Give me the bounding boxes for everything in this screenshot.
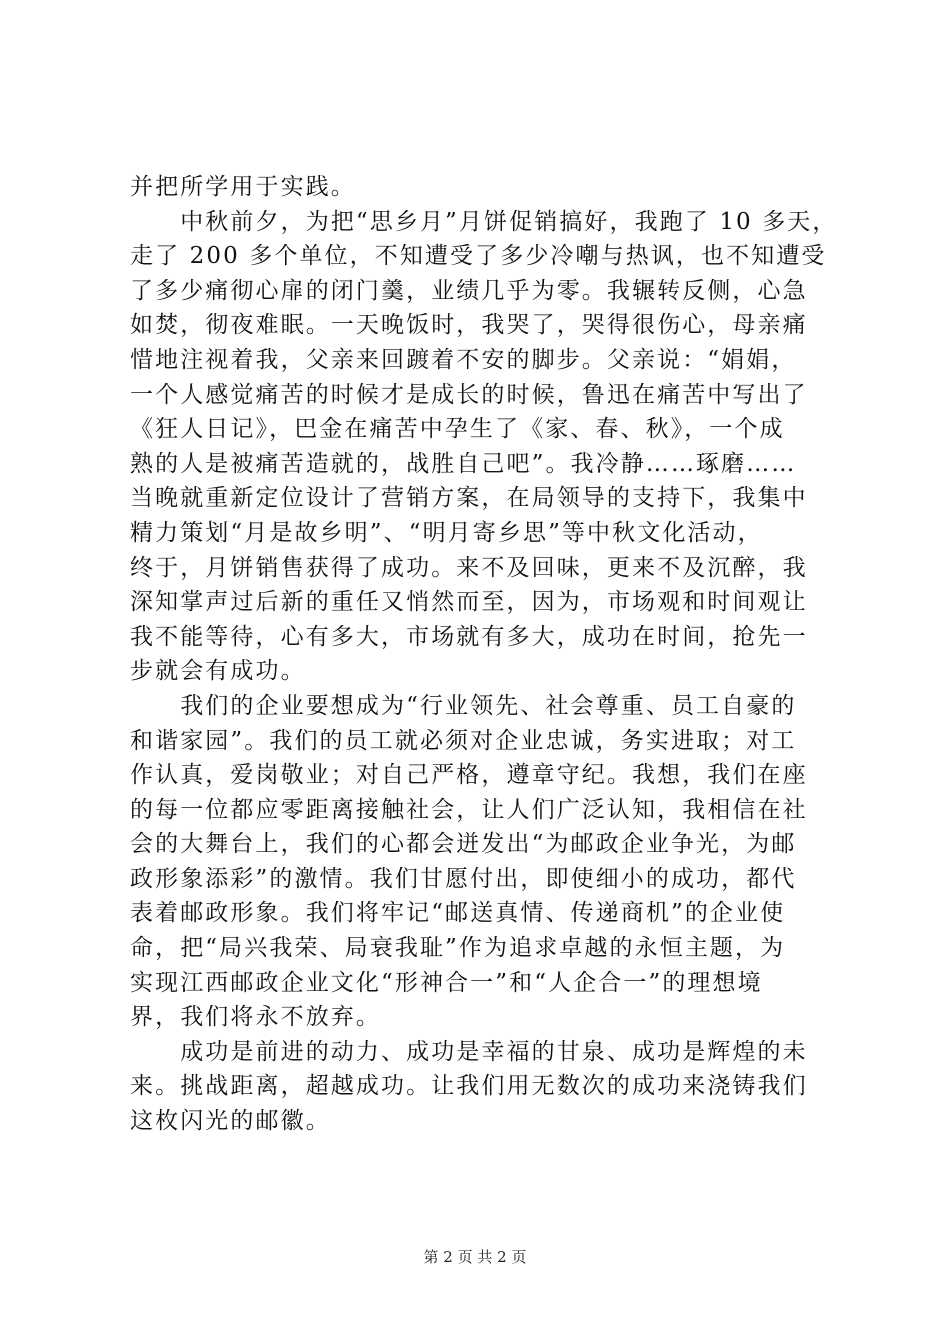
text-line: 命，把“局兴我荣、局衰我耻”作为追求卓越的永恒主题，为: [130, 935, 786, 962]
text-line: 当晚就重新定位设计了营销方案，在局领导的支持下，我集中: [130, 485, 808, 512]
text-line: 深知掌声过后新的重任又悄然而至，因为，市场观和时间观让: [130, 589, 808, 616]
text-line: 政形象添彩”的激情。我们甘愿付出，即使细小的成功，都代: [130, 865, 797, 892]
text-line: 和谐家园”。我们的员工就必须对企业忠诚，务实进取；对工: [130, 727, 797, 754]
text-line: 走了 200 多个单位，不知遭受了多少冷嘲与热讽，也不知遭受: [130, 243, 827, 270]
text-line: 会的大舞台上，我们的心都会迸发出“为邮政企业争光，为邮: [130, 831, 797, 858]
text-line: 作认真，爱岗敬业；对自己严格，遵章守纪。我想，我们在座: [130, 762, 808, 789]
text-line: 实现江西邮政企业文化“形神合一”和“人企合一”的理想境: [130, 969, 763, 996]
text-line: 熟的人是被痛苦造就的，战胜自己吧”。我冷静……琢磨……: [130, 450, 797, 477]
text-line: 了多少痛彻心扉的闭门羹，业绩几乎为零。我辗转反侧，心急: [130, 277, 808, 304]
text-line: 的每一位都应零距离接触社会，让人们广泛认知，我相信在社: [130, 796, 808, 823]
text-line: 《狂人日记》，巴金在痛苦中孕生了《家、春、秋》，一个成: [130, 416, 785, 443]
text-line: 我们的企业要想成为“行业领先、社会尊重、员工自豪的: [130, 692, 797, 719]
text-line: 惜地注视着我，父亲来回踱着不安的脚步。父亲说：“娟娟，: [130, 346, 797, 373]
text-line: 步就会有成功。: [130, 658, 306, 685]
text-line: 我不能等待，心有多大，市场就有多大，成功在时间，抢先一: [130, 623, 808, 650]
text-line: 来。挑战距离，超越成功。让我们用无数次的成功来浇铸我们: [130, 1073, 808, 1100]
document-body: [130, 170, 838, 1139]
text-line: 终于，月饼销售获得了成功。来不及回味，更来不及沉醉，我: [130, 554, 808, 581]
text-line: 一个人感觉痛苦的时候才是成长的时候，鲁迅在痛苦中写出了: [130, 381, 808, 408]
page-number-footer: 第 2 页 共 2 页: [423, 1248, 527, 1266]
text-line: 界，我们将永不放弃。: [130, 1004, 381, 1031]
text-line: 精力策划“月是故乡明”、“明月寄乡思”等中秋文化活动，: [130, 519, 763, 546]
text-line: 表着邮政形象。我们将牢记“邮送真情、传递商机”的企业使: [130, 900, 786, 927]
text-line: 这枚闪光的邮徽。: [130, 1108, 331, 1135]
text-line: 如焚，彻夜难眠。一天晚饭时，我哭了，哭得很伤心，母亲痛: [130, 312, 808, 339]
text-line: 中秋前夕，为把“思乡月”月饼促销搞好，我跑了 10 多天，: [130, 208, 838, 235]
text-line: 并把所学用于实践。: [130, 174, 356, 200]
text-line: 成功是前进的动力、成功是幸福的甘泉、成功是辉煌的未: [130, 1038, 808, 1065]
